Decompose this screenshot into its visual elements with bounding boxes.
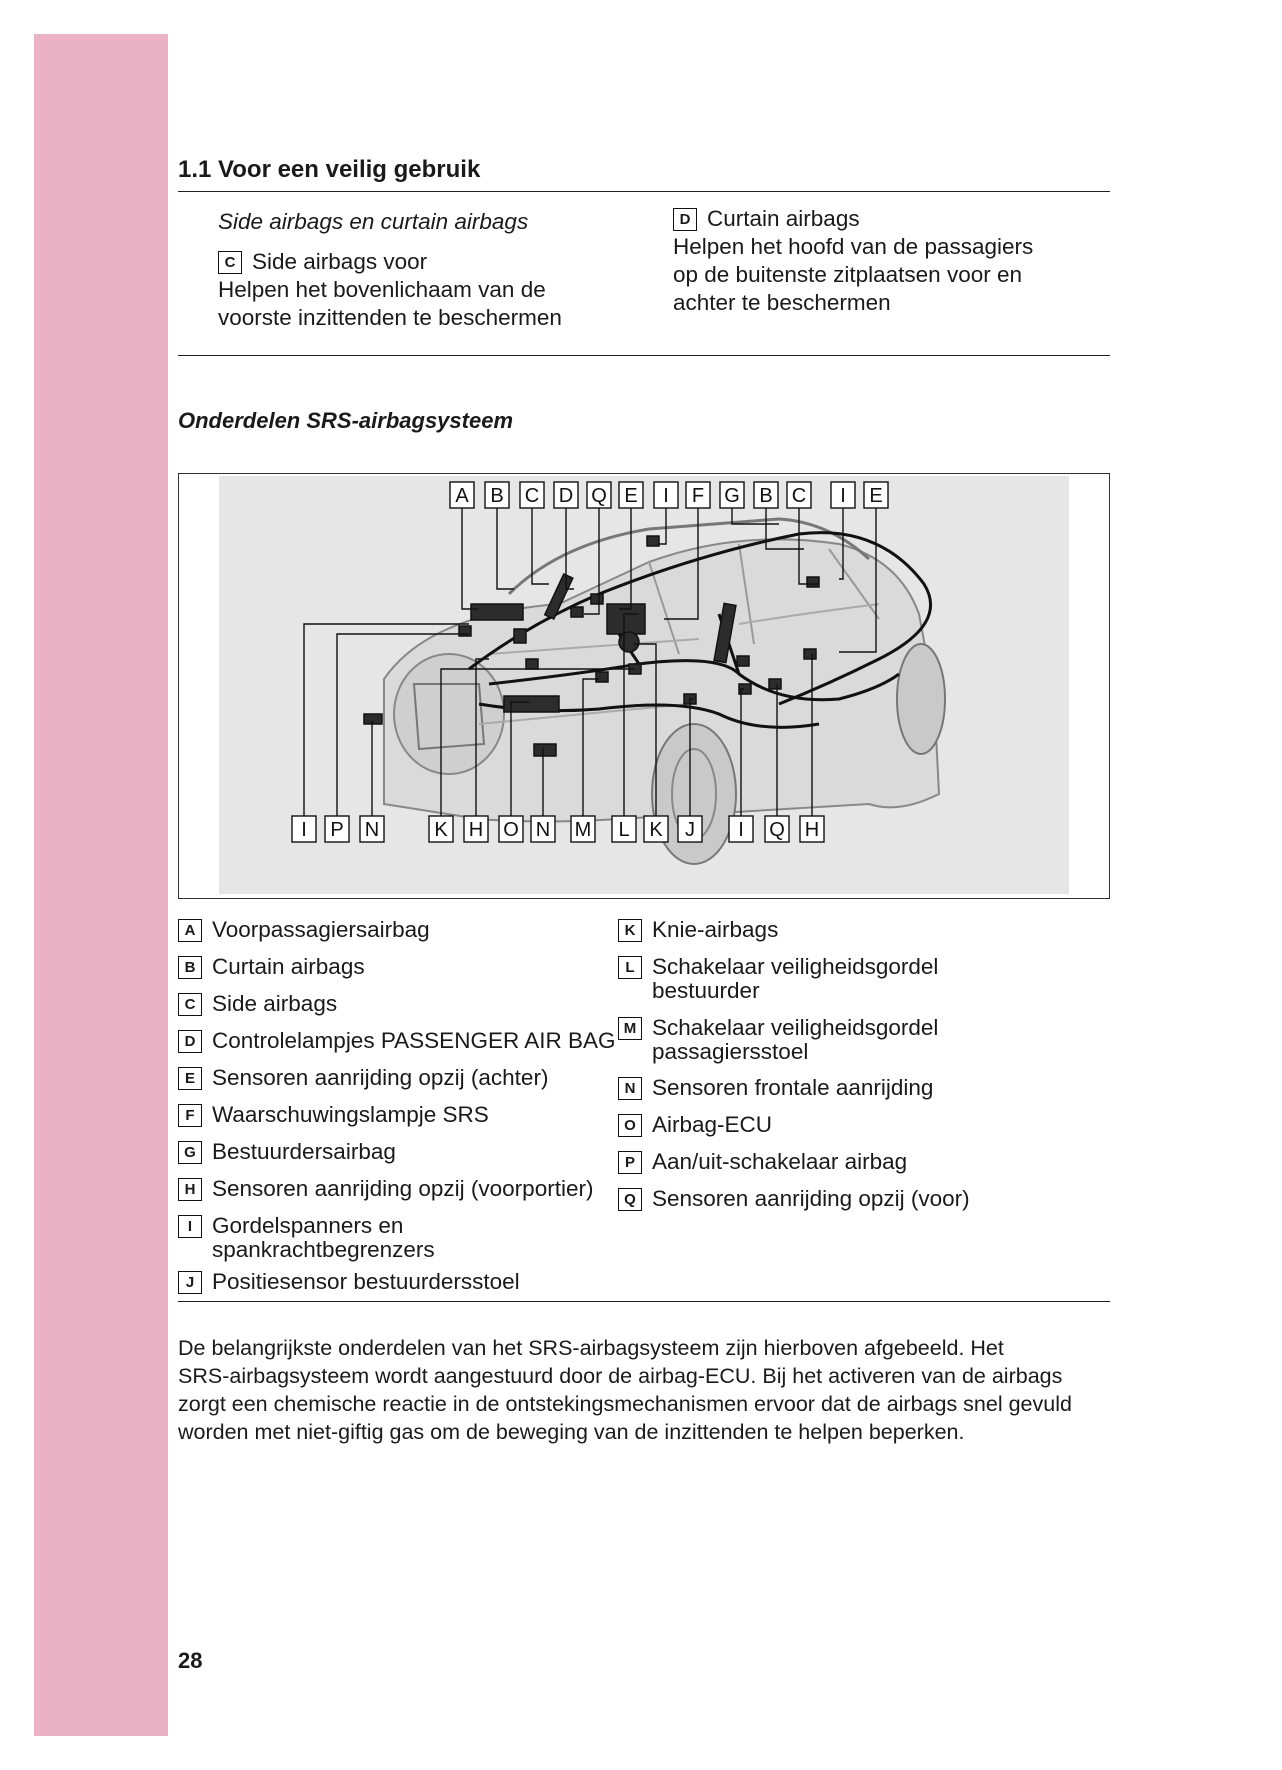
intro-right-item-title: Curtain airbags bbox=[707, 206, 860, 231]
legend-item-a bbox=[178, 918, 430, 942]
srs-diagram-svg bbox=[179, 474, 1109, 898]
legend-text bbox=[212, 992, 337, 1016]
code-badge: N bbox=[618, 1077, 642, 1100]
code-badge: B bbox=[178, 956, 202, 979]
legend-label-cont: passagiersstoel bbox=[652, 1039, 809, 1064]
legend-text bbox=[212, 918, 430, 942]
legend-text bbox=[652, 1113, 772, 1137]
curtain-sensor bbox=[591, 594, 603, 604]
legend-label: Sensoren aanrijding opzij (voor) bbox=[652, 1186, 970, 1211]
pretensioner-front bbox=[526, 659, 538, 669]
passenger-airbag-module bbox=[471, 604, 523, 620]
bottom-label-n: N bbox=[364, 819, 380, 841]
intro-right-desc-2: op de buitenste zitplaatsen voor en bbox=[673, 262, 1022, 287]
bottom-label-k: K bbox=[434, 819, 448, 841]
legend-rule bbox=[178, 1301, 1110, 1302]
legend-label: Sensoren aanrijding opzij (achter) bbox=[212, 1065, 549, 1090]
chapter-color-tab bbox=[34, 34, 168, 1736]
legend-item-n bbox=[618, 1076, 933, 1100]
legend-label: Gordelspanners en bbox=[212, 1213, 404, 1238]
intro-left-heading: Side airbags en curtain airbags bbox=[218, 209, 529, 234]
legend-label: Waarschuwingslampje SRS bbox=[212, 1102, 489, 1127]
body-line-1: De belangrijkste onderdelen van het SRS-airbagsysteem zijn hierboven afgebeeld. Het bbox=[178, 1336, 1004, 1360]
bottom-label-k: K bbox=[649, 819, 663, 841]
code-badge: H bbox=[178, 1178, 202, 1201]
code-badge: L bbox=[618, 956, 642, 979]
legend-label: Airbag-ECU bbox=[652, 1112, 773, 1137]
legend-label: Voorpassagiersairbag bbox=[212, 917, 430, 942]
intro-left-desc-1: Helpen het bovenlichaam van de bbox=[218, 277, 546, 302]
bottom-label-n: N bbox=[535, 819, 551, 841]
airbag-ecu bbox=[504, 696, 559, 712]
code-badge: A bbox=[178, 919, 202, 942]
bottom-label-i: I bbox=[301, 819, 307, 841]
bottom-label-m: M bbox=[574, 819, 592, 841]
top-label-d: D bbox=[558, 485, 574, 507]
legend-label-cont: spankrachtbegrenzers bbox=[212, 1237, 435, 1262]
intro-left-item-title: Side airbags voor bbox=[252, 249, 428, 274]
code-badge: I bbox=[178, 1215, 202, 1238]
intro-left-desc-2: voorste inzittenden te beschermen bbox=[218, 305, 562, 330]
legend-text bbox=[652, 1076, 933, 1100]
bottom-label-q: Q bbox=[769, 819, 785, 841]
front-sensor bbox=[534, 744, 556, 756]
belt-pretensioner bbox=[737, 656, 749, 666]
bottom-label-h: H bbox=[468, 819, 484, 841]
bottom-label-j: J bbox=[685, 819, 695, 841]
legend-text bbox=[212, 1066, 548, 1090]
legend-label: Side airbags bbox=[212, 991, 338, 1016]
intro-rule bbox=[178, 355, 1110, 356]
top-label-a: A bbox=[455, 485, 469, 507]
intro-left-item bbox=[218, 248, 658, 276]
code-badge: K bbox=[618, 919, 642, 942]
intro-right-desc-3: achter te beschermen bbox=[673, 290, 891, 315]
side-sensor-front bbox=[571, 607, 583, 617]
legend-text bbox=[652, 1187, 970, 1211]
code-badge: F bbox=[178, 1104, 202, 1127]
code-badge: Q bbox=[618, 1188, 642, 1211]
legend-text bbox=[652, 1016, 938, 1064]
legend-label: Positiesensor bestuurdersstoel bbox=[212, 1269, 520, 1294]
intro-left bbox=[218, 208, 658, 332]
legend-text bbox=[212, 1140, 396, 1164]
top-label-e: E bbox=[869, 485, 883, 507]
top-label-b: B bbox=[759, 485, 773, 507]
code-badge: C bbox=[218, 251, 242, 274]
bottom-label-h: H bbox=[804, 819, 820, 841]
legend-item-q bbox=[618, 1187, 970, 1211]
legend-label: Bestuurdersairbag bbox=[212, 1139, 396, 1164]
legend-item-k bbox=[618, 918, 778, 942]
legend-item-c bbox=[178, 992, 337, 1016]
code-badge: O bbox=[618, 1114, 642, 1137]
legend-item-o bbox=[618, 1113, 772, 1137]
body-line-2: SRS-airbagsysteem wordt aangestuurd door de airbag-ECU. Bij het activeren van de airbags bbox=[178, 1364, 1063, 1388]
page-number: 28 bbox=[178, 1648, 203, 1673]
top-label-i: I bbox=[840, 485, 846, 507]
top-label-i: I bbox=[663, 485, 669, 507]
legend-label: Schakelaar veiligheidsgordel bbox=[652, 1015, 939, 1040]
bottom-label-o: O bbox=[503, 819, 519, 841]
diagram-heading: Onderdelen SRS-airbagsysteem bbox=[178, 408, 514, 433]
bottom-label-i: I bbox=[738, 819, 744, 841]
page-content bbox=[178, 0, 1228, 1770]
legend-text bbox=[212, 1029, 615, 1053]
legend-item-d bbox=[178, 1029, 615, 1053]
srs-warning-lamp bbox=[647, 536, 659, 546]
code-badge: M bbox=[618, 1017, 642, 1040]
legend-label: Sensoren frontale aanrijding bbox=[652, 1075, 934, 1100]
legend-text bbox=[652, 1150, 907, 1174]
bottom-label-l: L bbox=[618, 819, 630, 841]
srs-diagram bbox=[178, 473, 1110, 899]
knee-airbag-passenger bbox=[514, 629, 526, 643]
top-label-c: C bbox=[791, 485, 807, 507]
code-badge: E bbox=[178, 1067, 202, 1090]
legend-text bbox=[212, 1270, 520, 1294]
legend-item-h bbox=[178, 1177, 593, 1201]
top-label-q: Q bbox=[591, 485, 607, 507]
legend-item-g bbox=[178, 1140, 396, 1164]
legend-item-f bbox=[178, 1103, 489, 1127]
code-badge: P bbox=[618, 1151, 642, 1174]
legend-label: Controlelampjes PASSENGER AIR BAG bbox=[212, 1028, 616, 1053]
legend-text bbox=[212, 1214, 435, 1262]
top-label-b: B bbox=[490, 485, 504, 507]
legend-item-m bbox=[618, 1016, 938, 1064]
door-sensor bbox=[769, 679, 781, 689]
code-badge: G bbox=[178, 1141, 202, 1164]
code-badge: D bbox=[178, 1030, 202, 1053]
legend-text bbox=[212, 1103, 489, 1127]
body-line-4: worden met niet-giftig gas om de beweging van de inzittenden te helpen beperken. bbox=[178, 1420, 965, 1444]
legend-item-p bbox=[618, 1150, 907, 1174]
legend-item-b bbox=[178, 955, 365, 979]
steering-wheel-airbag bbox=[619, 632, 639, 652]
legend-label: Aan/uit-schakelaar airbag bbox=[652, 1149, 908, 1174]
legend-text bbox=[652, 955, 938, 1003]
body-text bbox=[178, 1334, 1118, 1446]
body-line-3: zorgt een chemische reactie in de ontstekingsmechanismen ervoor dat de airbags snel gevuld bbox=[178, 1392, 1072, 1416]
top-label-g: G bbox=[724, 485, 740, 507]
legend-text bbox=[652, 918, 778, 942]
legend-text bbox=[212, 1177, 593, 1201]
legend-label: Knie-airbags bbox=[652, 917, 779, 942]
legend-item-i bbox=[178, 1214, 435, 1262]
section-title: 1.1 Voor een veilig gebruik bbox=[178, 156, 481, 183]
intro-right-item bbox=[673, 205, 1113, 233]
legend-item-j bbox=[178, 1270, 520, 1294]
side-sensor-rear bbox=[804, 649, 816, 659]
legend-text bbox=[212, 955, 365, 979]
top-label-c: C bbox=[524, 485, 540, 507]
legend-item-e bbox=[178, 1066, 548, 1090]
belt-switch-passenger bbox=[596, 672, 608, 682]
legend-label: Schakelaar veiligheidsgordel bbox=[652, 954, 939, 979]
bottom-label-p: P bbox=[330, 819, 344, 841]
legend-item-l bbox=[618, 955, 938, 1003]
title-rule bbox=[178, 191, 1110, 192]
legend-label: Sensoren aanrijding opzij (voorportier) bbox=[212, 1176, 594, 1201]
code-badge: C bbox=[178, 993, 202, 1016]
rear-sensor bbox=[807, 577, 819, 587]
intro-right-desc-1: Helpen het hoofd van de passagiers bbox=[673, 234, 1034, 259]
code-badge: J bbox=[178, 1271, 202, 1294]
legend-label: Curtain airbags bbox=[212, 954, 365, 979]
top-label-e: E bbox=[624, 485, 638, 507]
top-label-f: F bbox=[691, 485, 705, 507]
code-badge: D bbox=[673, 208, 697, 231]
legend-label-cont: bestuurder bbox=[652, 978, 760, 1003]
intro-right bbox=[673, 205, 1113, 317]
